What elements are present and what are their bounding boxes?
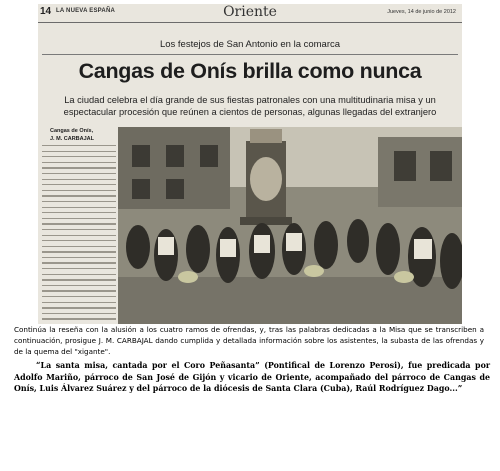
newspaper-name: LA NUEVA ESPAÑA	[56, 8, 116, 14]
reseña-caption: Continúa la reseña con la alusión a los cuatro ramos de ofrendas, y, tras las palabras dedicadas a la Misa que se transcriben a continuación, prosigue J. M. CARBAJAL dando cumplida y detallada información sobre los asistentes, la subasta de las ofrendas y de la quema del "xigante".	[14, 325, 484, 356]
procession-photo	[118, 127, 462, 324]
kicker-divider	[42, 54, 458, 55]
procession-photo-illustration	[118, 127, 462, 324]
body-text-lines	[42, 145, 116, 324]
article-kicker: Los festejos de San Antonio en la comarca	[159, 39, 341, 50]
page-number: 14	[40, 6, 52, 17]
issue-date: Jueves, 14 de junio de 2012	[387, 9, 456, 15]
byline-author: J. M. CARBAJAL	[50, 135, 95, 142]
section-title: Oriente	[223, 4, 277, 20]
newspaper-clipping	[38, 4, 462, 324]
byline-place: Cangas de Onís,	[50, 128, 94, 134]
article-subheadline: La ciudad celebra el día grande de sus fiestas patronales con una multitudinaria misa y un espectacular procesión que reúnen a cientos de personas, algunas llegadas del extranjero	[63, 95, 437, 117]
article-text-column	[42, 127, 116, 324]
article-headline: Cangas de Onís brilla como nunca	[78, 59, 422, 83]
mass-quote: “La santa misa, cantada por el Coro Peñasanta” (Pontifical de Lorenzo Perosi), fue predicada por Adolfo Mariño, párroco de San José de Gijón y vicario de Oriente, acompañado del párroco de Cangas de Onís, Luis Álvarez Suárez y del párroco de la diócesis de Santa Clara (Cuba), Raúl Rodríguez Dago...”	[14, 361, 490, 394]
newspaper-header	[38, 4, 462, 23]
